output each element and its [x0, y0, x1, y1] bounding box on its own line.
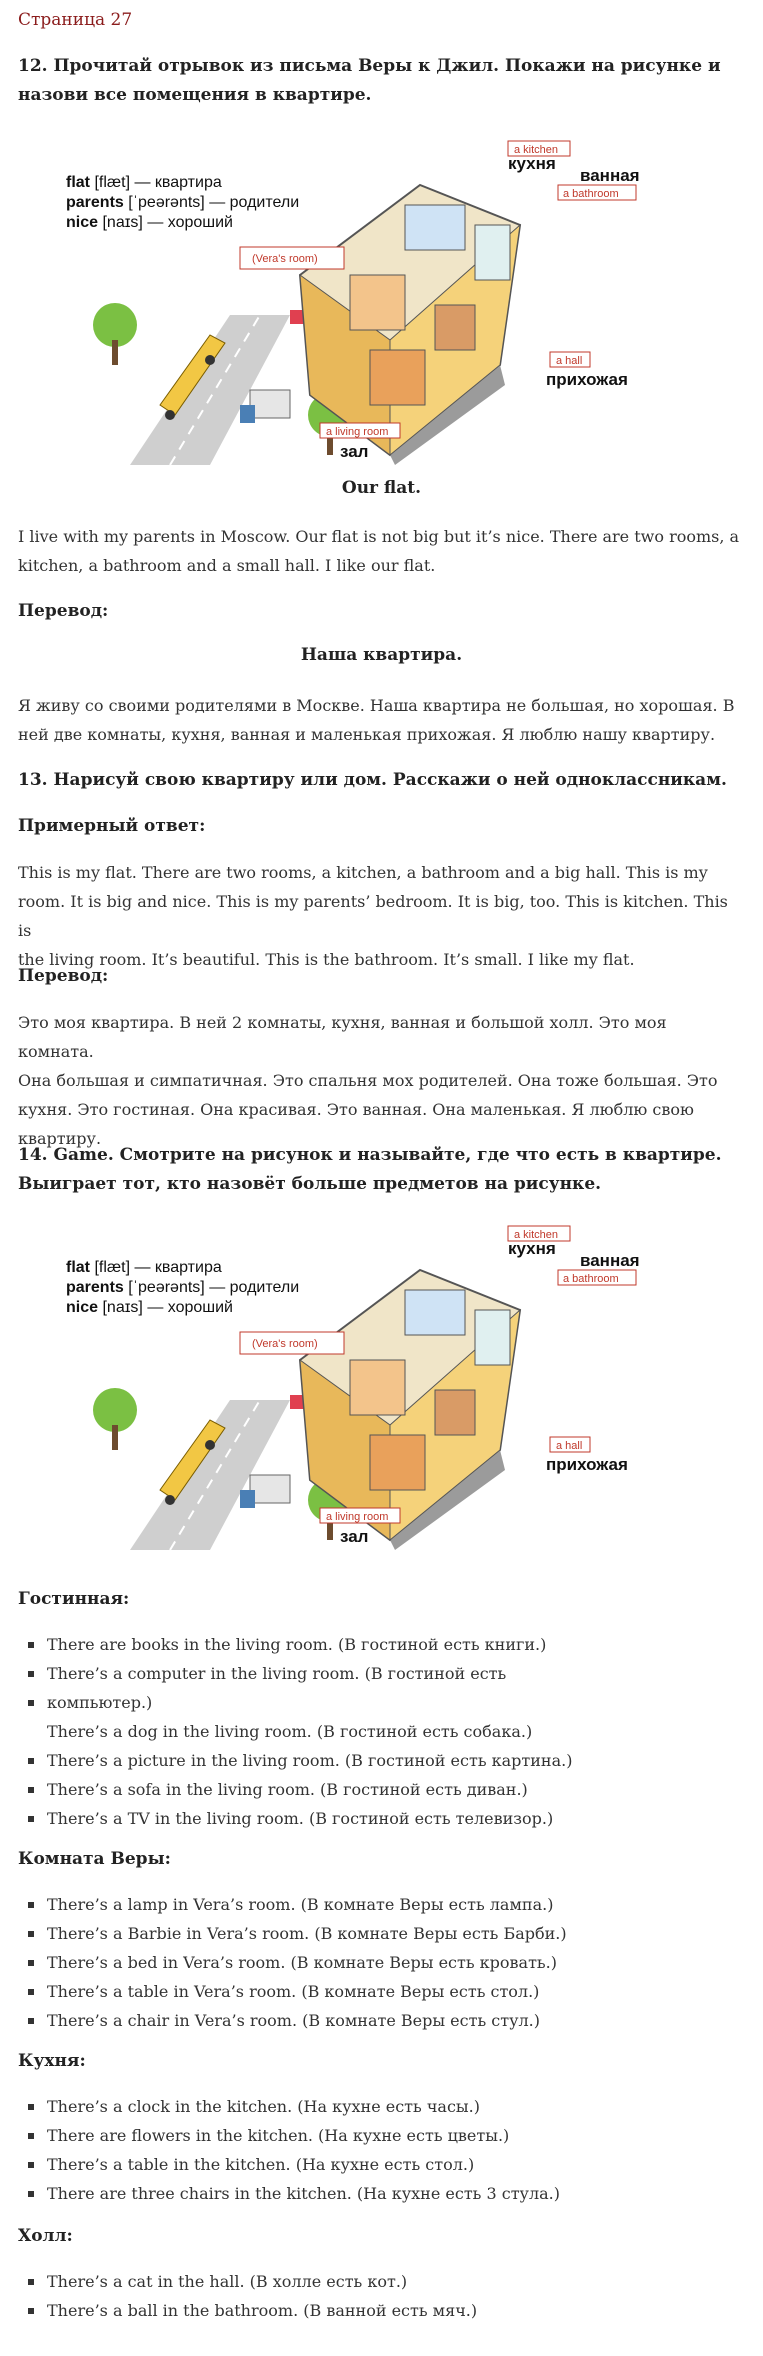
kitchen-area	[405, 1290, 465, 1335]
truck-icon	[240, 390, 290, 423]
svg-text:parents [ˈpeərənts] — родители	[66, 1279, 299, 1296]
page-header: Страница 27	[18, 10, 133, 30]
translation-label-1: Перевод:	[18, 601, 109, 621]
label-living-en: a living room	[326, 1511, 389, 1523]
reading-title: Our flat.	[341, 478, 422, 498]
vocabulary	[66, 174, 299, 231]
label-vera-room: (Vera's room)	[252, 1338, 318, 1350]
kitchen-list	[18, 2092, 738, 2208]
svg-text:parents [ˈpeərənts] — родители	[66, 194, 299, 211]
list-item-text: There are flowers in the kitchen. (На кухне есть цветы.)	[47, 2126, 510, 2145]
list-item	[18, 1948, 738, 1977]
list-item-text: There’s a table in the kitchen. (На кухне есть стол.)	[47, 2155, 475, 2174]
section-heading-hall: Холл:	[18, 2226, 73, 2246]
list-item	[18, 1977, 738, 2006]
ex13-ru-line3: кухня. Это гостиная. Она красивая. Это ванная. Она маленькая. Я люблю свою	[18, 1100, 694, 1119]
list-item-text: There’s a TV in the living room. (В гостиной есть телевизор.)	[47, 1809, 554, 1828]
label-kitchen-ru: кухня	[508, 1239, 556, 1258]
bathroom-area	[475, 1310, 510, 1365]
vocab-word-nice: nice	[66, 1299, 99, 1316]
svg-text:nice [naɪs] — хороший	[66, 1299, 233, 1316]
ex12-title-line1: 12. Прочитай отрывок из письма Веры к Джил. Покажи на рисунке и	[18, 56, 721, 76]
label-bathroom-ru: ванная	[580, 1251, 640, 1270]
hall-area	[435, 305, 475, 350]
label-bathroom-ru: ванная	[580, 166, 640, 185]
ex13-title: 13. Нарисуй свою квартиру или дом. Расскажи о ней одноклассникам.	[18, 770, 727, 790]
list-item	[18, 2006, 738, 2035]
vocab-trans-flat: [flæt]	[94, 174, 131, 191]
vocab-word-parents: parents	[66, 1279, 124, 1296]
vocab-ru-nice: — хороший	[147, 214, 233, 231]
vocab-ru-parents: — родители	[209, 1279, 300, 1296]
list-item	[18, 1717, 738, 1746]
reading-ru-title: Наша квартира.	[300, 645, 463, 665]
list-item	[18, 2150, 738, 2179]
vera-room-list	[18, 1890, 738, 2035]
vocab-word-parents: parents	[66, 194, 124, 211]
ex13-ru-text	[18, 1008, 746, 1153]
vocab-trans-nice: [naɪs]	[102, 1299, 143, 1316]
svg-text:nice [naɪs] — хороший	[66, 214, 233, 231]
ex14-title-line1: 14. Game. Смотрите на рисунок и называйте, где что есть в квартире.	[18, 1145, 722, 1165]
label-kitchen-en: a kitchen	[514, 1229, 559, 1241]
living-room-list	[18, 1630, 738, 1833]
list-item-text: There’s a dog in the living room. (В гостиной есть собака.)	[47, 1722, 533, 1741]
vocab-trans-nice: [naɪs]	[102, 214, 143, 231]
list-item-text: There’s a computer in the living room. (В гостиной есть	[47, 1664, 507, 1683]
label-bathroom-en: a bathroom	[563, 1273, 619, 1285]
ex14-title	[18, 1141, 738, 1199]
list-item-text: There’s a Barbie in Vera’s room. (В комнате Веры есть Барби.)	[47, 1924, 567, 1943]
ex13-en-line3: the living room. It’s beautiful. This is the bathroom. It’s small. I like my flat.	[18, 950, 635, 969]
svg-text:flat [flæt] — квартира	[66, 174, 222, 191]
sample-answer-label: Примерный ответ:	[18, 816, 206, 836]
list-item-text: There’s a picture in the living room. (В гостиной есть картина.)	[47, 1751, 573, 1770]
vocab-ru-flat: — квартира	[134, 174, 222, 191]
list-item-text: There’s a cat in the hall. (В холле есть кот.)	[47, 2272, 408, 2291]
vera-room-area	[350, 275, 405, 330]
label-hall-ru: прихожая	[546, 370, 628, 389]
ex12-title	[18, 52, 738, 110]
flat-illustration-1	[66, 144, 670, 465]
list-item-text: There’s a bed in Vera’s room. (В комнате Веры есть кровать.)	[47, 1953, 557, 1972]
list-item	[18, 1919, 738, 1948]
list-item	[18, 2092, 738, 2121]
list-item-text: There’s a table in Vera’s room. (В комнате Веры есть стол.)	[47, 1982, 540, 2001]
ex13-en-text	[18, 858, 746, 974]
reading-line1: I live with my parents in Moscow. Our flat is not big but it’s nice. There are two rooms, a	[18, 527, 740, 546]
label-living-ru: зал	[340, 1527, 369, 1546]
label-living-ru: зал	[340, 442, 369, 461]
vocab-word-flat: flat	[66, 1259, 90, 1276]
list-item	[18, 1659, 738, 1688]
list-item-text: There’s a chair in Vera’s room. (В комнате Веры есть стул.)	[47, 2011, 540, 2030]
list-item	[18, 2179, 738, 2208]
list-item	[18, 1746, 738, 1775]
ex14-title-line2: Выиграет тот, кто назовёт больше предметов на рисунке.	[18, 1174, 602, 1194]
ex13-en-line2: room. It is big and nice. This is my parents’ bedroom. It is big, too. This is kitchen. This is	[18, 892, 728, 940]
reading-line2: kitchen, a bathroom and a small hall. I like our flat.	[18, 556, 436, 575]
list-item-continuation	[18, 1688, 738, 1717]
svg-text:flat [flæt] — квартира	[66, 1259, 222, 1276]
list-item	[18, 2296, 738, 2325]
ex13-ru-line4: квартиру.	[18, 1129, 102, 1148]
list-item	[18, 2121, 738, 2150]
label-kitchen-ru: кухня	[508, 154, 556, 173]
vocabulary	[66, 1259, 299, 1316]
list-item-text: There’s a ball in the bathroom. (В ванной есть мяч.)	[47, 2301, 478, 2320]
section-heading-kitchen: Кухня:	[18, 2051, 86, 2071]
reading-ru-text	[18, 691, 746, 749]
section-heading-living: Гостинная:	[18, 1589, 130, 1609]
translation-label-2: Перевод:	[18, 966, 109, 986]
list-item	[18, 1630, 738, 1659]
reading-ru-line1: Я живу со своими родителями в Москве. Наша квартира не большая, но хорошая. В	[18, 696, 735, 715]
list-item	[18, 2267, 738, 2296]
vera-room-area	[350, 1360, 405, 1415]
list-item-text: There’s a clock in the kitchen. (На кухне есть часы.)	[47, 2097, 480, 2116]
flat-illustration-2	[66, 1229, 670, 1550]
reading-ru-line2: ней две комнаты, кухня, ванная и маленькая прихожая. Я люблю нашу квартиру.	[18, 725, 716, 744]
label-kitchen-en: a kitchen	[514, 144, 559, 156]
vocab-ru-flat: — квартира	[134, 1259, 222, 1276]
flat-illustration-svg	[66, 144, 670, 465]
section-heading-vera: Комната Веры:	[18, 1849, 171, 1869]
vocab-word-nice: nice	[66, 214, 99, 231]
ex13-ru-line2: Она большая и симпатичная. Это спальня мох родителей. Она тоже большая. Это	[18, 1071, 718, 1090]
list-item	[18, 1804, 738, 1833]
living-room-area	[370, 1435, 425, 1490]
vocab-ru-parents: — родители	[209, 194, 300, 211]
label-hall-ru: прихожая	[546, 1455, 628, 1474]
ex13-ru-line1: Это моя квартира. В ней 2 комнаты, кухня, ванная и большой холл. Это моя комната.	[18, 1013, 667, 1061]
label-living-en: a living room	[326, 426, 389, 438]
list-item-text: компьютер.)	[47, 1693, 153, 1712]
truck-icon	[240, 1475, 290, 1508]
list-item	[18, 1775, 738, 1804]
living-room-area	[370, 350, 425, 405]
vocab-trans-flat: [flæt]	[94, 1259, 131, 1276]
hall-area	[435, 1390, 475, 1435]
label-bathroom-en: a bathroom	[563, 188, 619, 200]
flat-illustration-svg	[66, 1229, 670, 1550]
reading-text	[18, 522, 746, 580]
list-item	[18, 1890, 738, 1919]
list-item-text: There are three chairs in the kitchen. (На кухне есть 3 стула.)	[47, 2184, 560, 2203]
vocab-ru-nice: — хороший	[147, 1299, 233, 1316]
vocab-trans-parents: [ˈpeərənts]	[128, 1279, 205, 1296]
kitchen-area	[405, 205, 465, 250]
list-item-text: There’s a lamp in Vera’s room. (В комнате Веры есть лампа.)	[47, 1895, 554, 1914]
ex13-en-line1: This is my flat. There are two rooms, a kitchen, a bathroom and a big hall. This is my	[18, 863, 708, 882]
label-hall-en: a hall	[556, 355, 583, 367]
ex12-title-line2: назови все помещения в квартире.	[18, 85, 372, 105]
vocab-word-flat: flat	[66, 174, 90, 191]
vocab-trans-parents: [ˈpeərənts]	[128, 194, 205, 211]
label-vera-room: (Vera's room)	[252, 253, 318, 265]
bathroom-area	[475, 225, 510, 280]
label-hall-en: a hall	[556, 1440, 583, 1452]
list-item-text: There’s a sofa in the living room. (В гостиной есть диван.)	[47, 1780, 528, 1799]
hall-list	[18, 2267, 738, 2325]
list-item-text: There are books in the living room. (В гостиной есть книги.)	[47, 1635, 547, 1654]
